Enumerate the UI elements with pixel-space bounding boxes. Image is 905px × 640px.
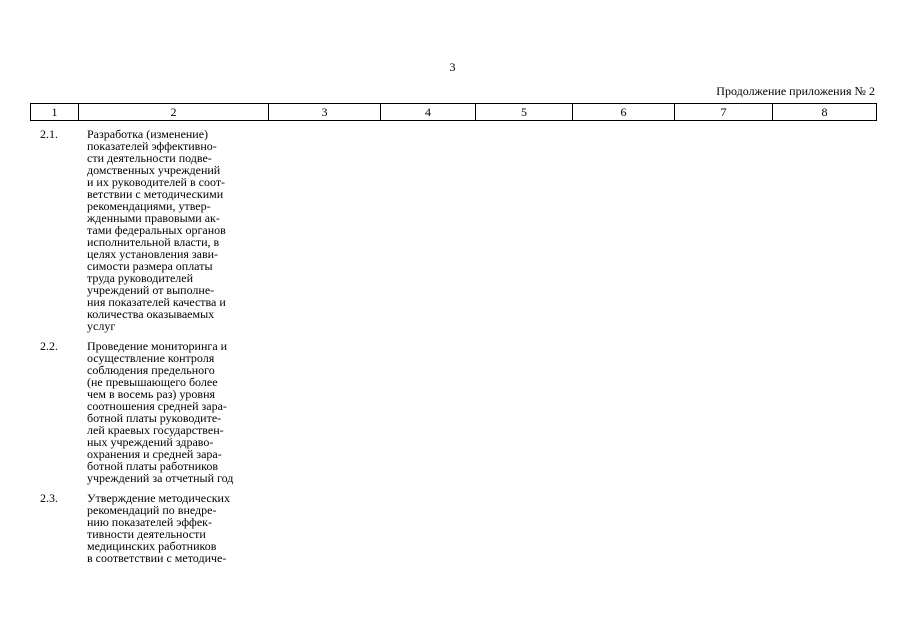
description-line: труда руководителей bbox=[87, 271, 194, 285]
description-line: количества оказываемых bbox=[87, 307, 215, 321]
description-line: учреждений за отчетный год bbox=[87, 471, 234, 485]
description-line: чем в восемь раз) уровня bbox=[87, 387, 216, 401]
description-line: ботной платы руководите- bbox=[87, 411, 222, 425]
column-number-header-table bbox=[30, 103, 877, 121]
description-line: охранения и средней зара- bbox=[87, 447, 222, 461]
column-header-cell: 6 bbox=[573, 104, 675, 121]
description-line: ботной платы работников bbox=[87, 459, 219, 473]
description-line: медицинских работников bbox=[87, 539, 217, 553]
description-line: ния показателей качества и bbox=[87, 295, 226, 309]
column-header-cell: 4 bbox=[381, 104, 476, 121]
description-line: жденными правовыми ак- bbox=[87, 211, 220, 225]
column-header-cell: 5 bbox=[476, 104, 573, 121]
description-line: Проведение мониторинга и bbox=[87, 339, 228, 353]
description-line: рекомендаций по внедре- bbox=[87, 503, 217, 517]
column-header-cell: 2 bbox=[79, 104, 269, 121]
description-line: целях установления зави- bbox=[87, 247, 219, 261]
document-rows bbox=[30, 128, 876, 572]
description-line: нию показателей эффек- bbox=[87, 515, 212, 529]
row-number: 2.2. bbox=[40, 339, 58, 353]
continuation-label: Продолжение приложения № 2 bbox=[716, 84, 875, 98]
description-line: домственных учреждений bbox=[87, 163, 221, 177]
description-line: (не превышающего более bbox=[87, 375, 218, 389]
description-line: и их руководителей в соот- bbox=[87, 175, 226, 189]
description-line: симости размера оплаты bbox=[87, 259, 213, 273]
description-line: лей краевых государствен- bbox=[87, 423, 224, 437]
description-line: ветствии с методическими bbox=[87, 187, 224, 201]
description-line: тивности деятельности bbox=[87, 527, 206, 541]
column-number-row bbox=[31, 104, 877, 121]
description-line: учреждений от выполне- bbox=[87, 283, 215, 297]
row-number: 2.3. bbox=[40, 491, 58, 505]
description-line: осуществление контроля bbox=[87, 351, 215, 365]
description-line: рекомендациями, утвер- bbox=[87, 199, 211, 213]
description-line: тами федеральных органов bbox=[87, 223, 226, 237]
column-header-cell: 3 bbox=[269, 104, 381, 121]
row-description bbox=[87, 492, 267, 564]
description-line: показателей эффективно- bbox=[87, 139, 217, 153]
column-header-cell: 8 bbox=[773, 104, 877, 121]
description-line: соотношения средней зара- bbox=[87, 399, 227, 413]
page-number: 3 bbox=[449, 60, 456, 74]
description-line: ных учреждений здраво- bbox=[87, 435, 214, 449]
table-row bbox=[30, 128, 876, 332]
row-number: 2.1. bbox=[40, 127, 58, 141]
row-description bbox=[87, 128, 267, 332]
column-header-cell: 7 bbox=[675, 104, 773, 121]
description-line: сти деятельности подве- bbox=[87, 151, 212, 165]
description-line: услуг bbox=[87, 319, 116, 333]
description-line: Утверждение методических bbox=[87, 491, 230, 505]
table-row bbox=[30, 492, 876, 564]
row-description bbox=[87, 340, 267, 484]
description-line: Разработка (изменение) bbox=[87, 127, 209, 141]
description-line: исполнительной власти, в bbox=[87, 235, 220, 249]
description-line: соблюдения предельного bbox=[87, 363, 215, 377]
column-header-cell: 1 bbox=[31, 104, 79, 121]
table-row bbox=[30, 340, 876, 484]
description-line: в соответствии с методиче- bbox=[87, 551, 227, 565]
